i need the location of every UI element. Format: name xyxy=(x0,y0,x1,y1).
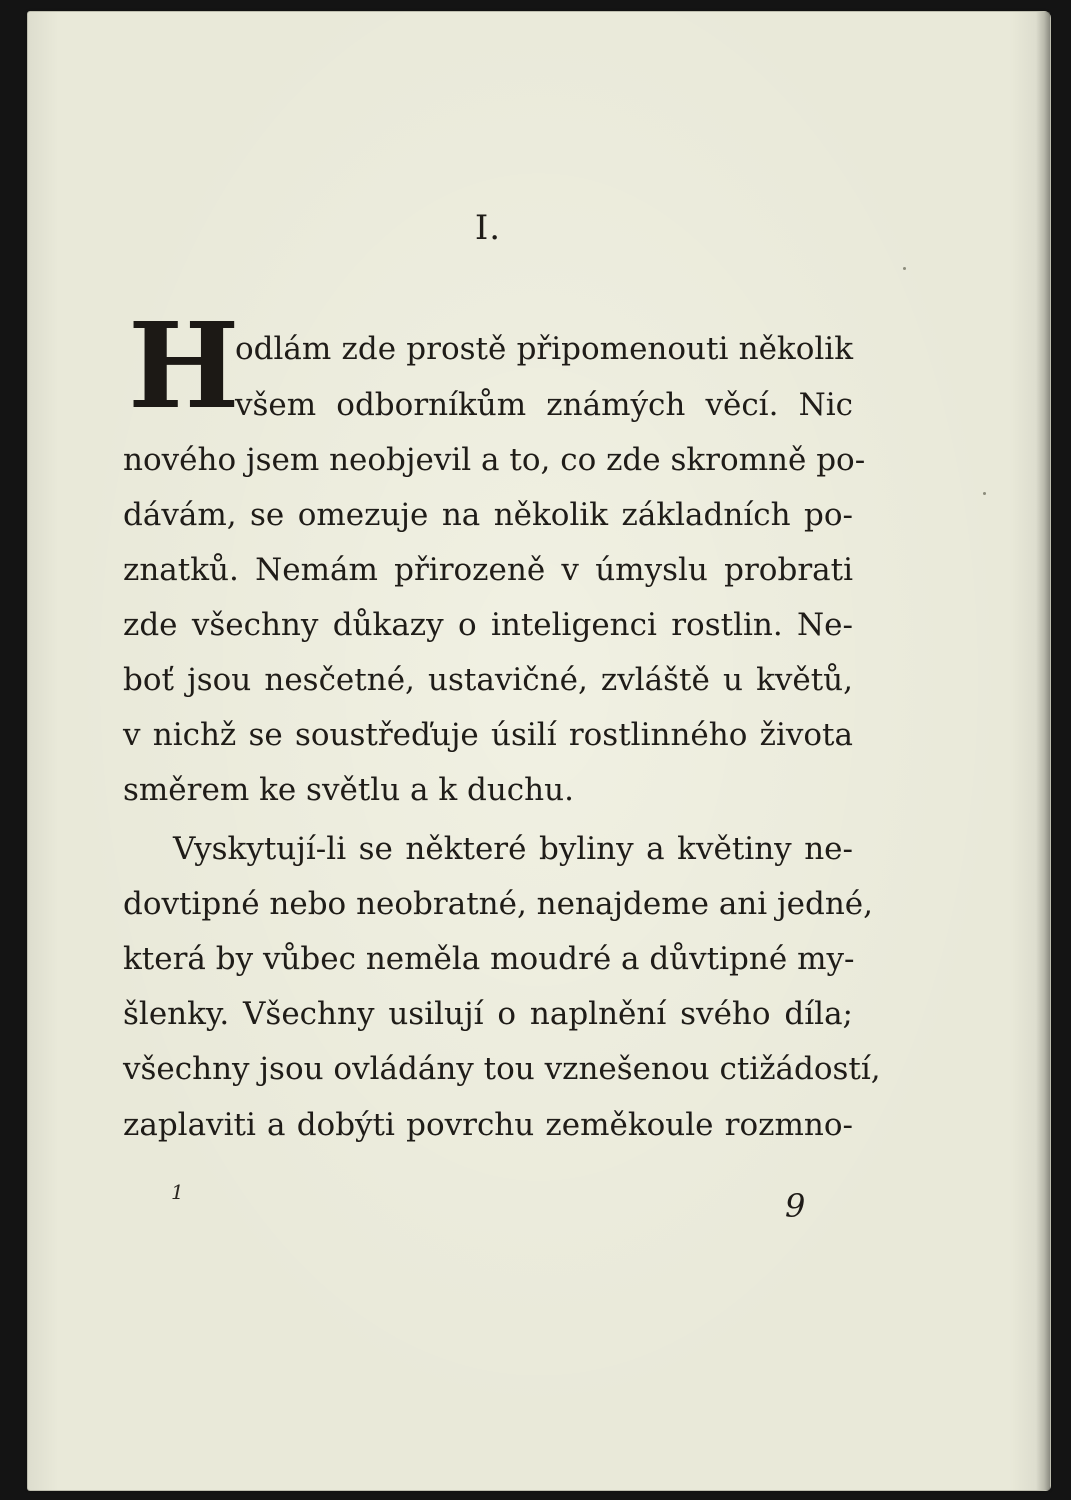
chapter-heading: I. xyxy=(474,208,502,248)
text-line: všem odborníkům známých věcí. Nic xyxy=(235,387,853,423)
text-line: směrem ke světlu a k duchu. xyxy=(123,772,574,808)
text-line: Vyskytují-li se některé byliny a květiny ne- xyxy=(173,831,853,867)
book-page xyxy=(28,12,1050,1490)
text-line: boť jsou nesčetné, ustavičné, zvláště u květů, xyxy=(123,662,853,698)
text-line: dávám, se omezuje na několik základních po- xyxy=(123,497,853,533)
text-line: dovtipné nebo neobratné, nenajdeme ani jedné, xyxy=(123,886,874,922)
text-line: zde všechny důkazy o inteligenci rostlin. Ne- xyxy=(123,607,853,643)
signature-mark: 1 xyxy=(171,1180,184,1204)
text-line: odlám zde prostě připomenouti několik xyxy=(235,331,853,367)
text-line: která by vůbec neměla moudré a důvtipné my- xyxy=(123,941,855,977)
page-number: 9 xyxy=(785,1187,806,1225)
text-line: v nichž se soustřeďuje úsilí rostlinného života xyxy=(123,717,853,753)
text-line: znatků. Nemám přirozeně v úmyslu probrati xyxy=(123,552,853,588)
text-line: všechny jsou ovládány tou vznešenou ctižádostí, xyxy=(123,1051,881,1087)
page-edge-shadow xyxy=(1036,12,1050,1490)
text-line: zaplaviti a dobýti povrchu zeměkoule rozmno- xyxy=(123,1107,853,1143)
drop-cap-initial: H xyxy=(128,296,240,435)
paper-speck xyxy=(983,492,986,495)
text-line: šlenky. Všechny usilují o naplnění svého díla; xyxy=(123,996,853,1032)
text-line: nového jsem neobjevil a to, co zde skromně po- xyxy=(123,442,866,478)
paper-speck xyxy=(903,267,906,270)
